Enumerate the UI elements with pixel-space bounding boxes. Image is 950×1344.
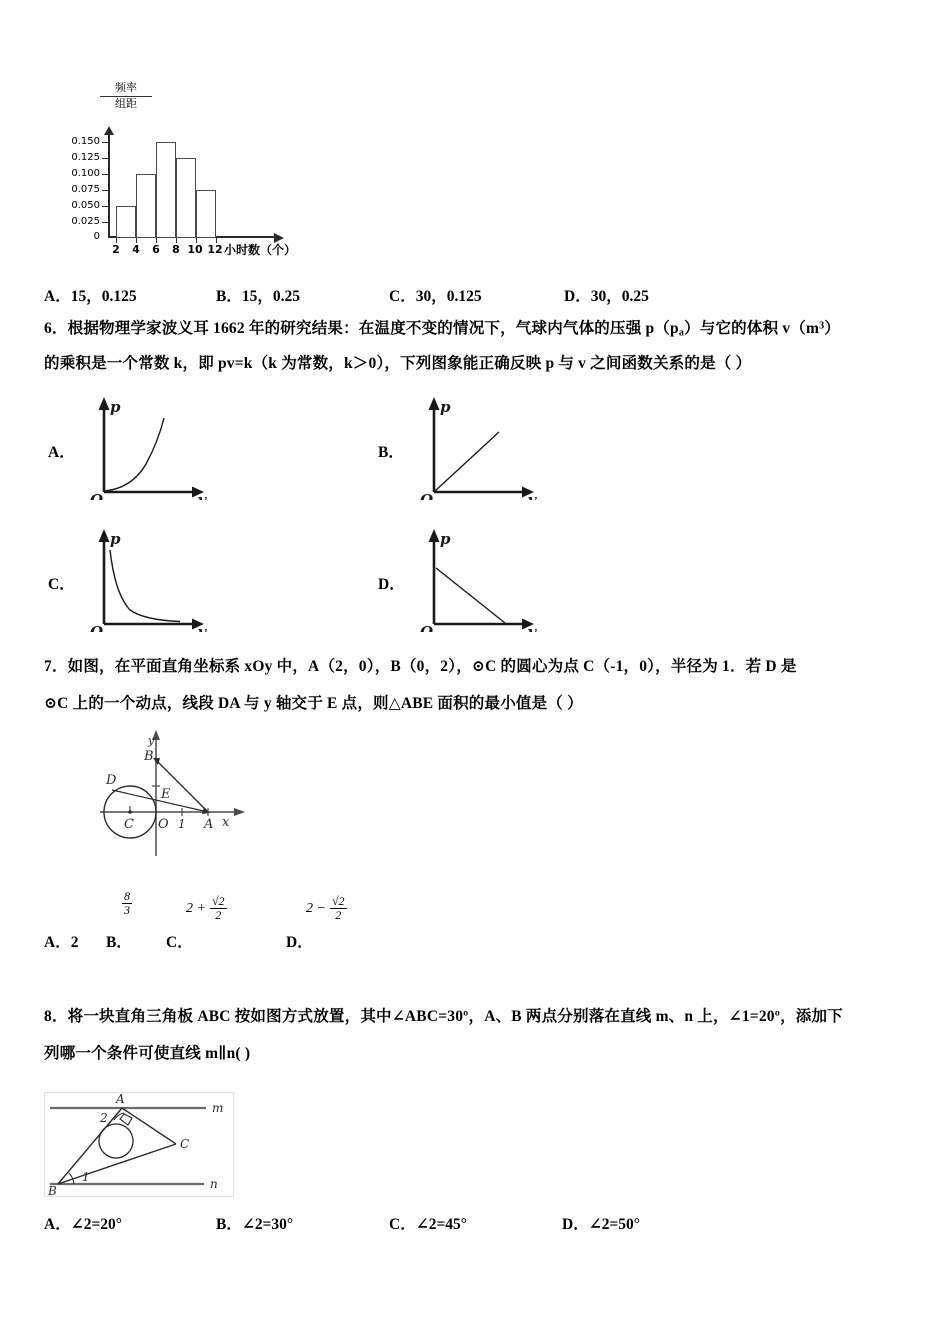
q7-option-b-letter[interactable]: B． xyxy=(106,934,132,951)
q7-option-c-expression xyxy=(186,895,227,921)
svg-text:m: m xyxy=(212,1101,224,1115)
triangle-between-parallel-lines-diagram xyxy=(44,1092,234,1197)
q6-option-d-letter[interactable]: D． xyxy=(378,576,405,593)
q6-option-c-letter[interactable]: C． xyxy=(48,576,75,593)
svg-text:A: A xyxy=(204,817,214,832)
y-tick-label: 0.150 xyxy=(71,136,100,147)
histogram-bar xyxy=(176,158,196,238)
q8-option-b[interactable] xyxy=(216,1212,293,1234)
q6-option-b-letter[interactable]: B． xyxy=(378,444,404,461)
q7-option-c-denominator: 2 xyxy=(215,907,222,922)
q5-option-c[interactable] xyxy=(389,284,482,306)
histogram-bar xyxy=(116,206,136,238)
q6-subscript-a: a xyxy=(678,327,685,339)
q7-option-d-denominator: 2 xyxy=(335,907,342,922)
q7-option-a-letter: A． xyxy=(44,934,71,951)
svg-text:O: O xyxy=(420,491,434,500)
y-tick-label: 0.075 xyxy=(71,184,100,195)
q7-option-a-value: 2 xyxy=(70,934,79,951)
circle-coordinate-diagram xyxy=(100,728,250,858)
q7-option-c-numerator: √2 xyxy=(211,894,225,908)
q6-option-b-graph[interactable] xyxy=(412,392,542,500)
y-tick-mark xyxy=(102,174,108,176)
svg-text:O: O xyxy=(90,491,104,500)
y-tick-label: 0.100 xyxy=(71,168,100,179)
q8-option-a[interactable] xyxy=(44,1212,122,1234)
q7-option-b-denominator: 3 xyxy=(124,902,130,917)
y-tick-label: 0.050 xyxy=(71,200,100,211)
svg-text:y: y xyxy=(148,734,155,747)
q5-option-a[interactable] xyxy=(44,284,137,306)
q8-triangle-figure xyxy=(44,1092,234,1197)
q6-line-1-post: ） xyxy=(824,320,841,337)
y-axis-denominator-label: 组距 xyxy=(115,96,137,110)
svg-text:B: B xyxy=(144,749,154,764)
svg-text:p: p xyxy=(440,398,451,416)
q7-option-c-fraction xyxy=(210,895,227,921)
svg-text:O: O xyxy=(90,623,104,632)
q6-line-1 xyxy=(44,320,840,339)
q7-option-c-lead: 2 + xyxy=(186,900,206,916)
q8-option-d-letter: D． xyxy=(562,1216,589,1233)
histogram-x-axis-title: 小时数（个） xyxy=(224,243,297,257)
q7-option-d-expression xyxy=(306,895,347,921)
svg-text:O: O xyxy=(420,623,434,632)
y-tick-mark xyxy=(102,158,108,160)
y-axis-numerator-label: 频率 xyxy=(100,82,152,97)
q5-option-b-letter: B． xyxy=(216,288,242,305)
y-tick-mark xyxy=(102,222,108,224)
q6-superscript-3: 3 xyxy=(819,320,825,332)
y-tick-mark xyxy=(102,190,108,192)
q8-option-b-text: ∠2=30° xyxy=(241,1216,294,1233)
svg-text:v: v xyxy=(198,623,207,632)
q7-expression-row xyxy=(44,890,464,924)
graph-hyperbola-decreasing xyxy=(82,524,212,632)
q7-option-b-numerator: 8 xyxy=(124,889,130,903)
svg-text:v: v xyxy=(198,491,207,500)
q6-option-c-graph[interactable] xyxy=(82,524,212,632)
q7-option-b-fraction xyxy=(122,890,132,916)
svg-text:C: C xyxy=(124,817,134,832)
y-tick-label: 0.025 xyxy=(71,216,100,227)
svg-text:E: E xyxy=(161,787,171,802)
q6-option-a-graph[interactable] xyxy=(82,392,212,500)
histogram-y-axis-title xyxy=(100,82,152,110)
q6-line-1-pre: 6．根据物理学家波义耳 1662 年的研究结果：在温度不变的情况下，气球内气体的压强 p（p xyxy=(44,320,679,337)
q5-option-d-text: 30，0.25 xyxy=(590,288,649,305)
svg-text:p: p xyxy=(110,530,121,548)
histogram-bar xyxy=(156,142,176,238)
histogram-bar xyxy=(136,174,156,238)
x-tick-label: 4 xyxy=(132,243,140,256)
q7-option-d-lead: 2 − xyxy=(306,900,326,916)
x-tick-label: 12 xyxy=(207,243,223,256)
q5-option-b-text: 15，0.25 xyxy=(241,288,300,305)
y-origin-label: 0 xyxy=(93,231,100,242)
q7-coordinate-figure xyxy=(100,728,240,853)
svg-text:B: B xyxy=(48,1184,57,1197)
svg-text:A: A xyxy=(116,1092,125,1106)
svg-text:C: C xyxy=(180,1137,190,1151)
x-tick-label: 8 xyxy=(172,243,180,256)
q6-option-d-graph[interactable] xyxy=(412,524,542,632)
svg-text:1: 1 xyxy=(178,817,186,831)
q5-option-c-letter: C． xyxy=(389,288,416,305)
q8-line-2: 列哪一个条件可使直线 m∥n( ) xyxy=(44,1045,251,1062)
svg-text:p: p xyxy=(440,530,451,548)
graph-exponential-increasing xyxy=(82,392,212,500)
graph-linear-increasing xyxy=(412,392,542,500)
q8-option-c[interactable] xyxy=(389,1212,467,1234)
q5-option-a-text: 15，0.125 xyxy=(70,288,137,305)
x-tick-label: 6 xyxy=(152,243,160,256)
q7-option-d-letter[interactable]: D． xyxy=(286,934,313,951)
q8-option-c-text: ∠2=45° xyxy=(415,1216,467,1233)
q8-option-d[interactable] xyxy=(562,1212,640,1234)
y-tick-mark xyxy=(102,142,108,144)
q7-option-a[interactable] xyxy=(44,930,78,952)
svg-text:D: D xyxy=(106,773,117,788)
histogram-y-axis xyxy=(108,134,110,238)
q7-line-1: 7．如图，在平面直角坐标系 xOy 中，A（2，0），B（0，2），⊙C 的圆心为点 C（‐1，0），半径为 1．若 D 是 xyxy=(44,658,797,675)
q8-option-d-text: ∠2=50° xyxy=(588,1216,640,1233)
x-tick-label: 2 xyxy=(112,243,120,256)
svg-text:p: p xyxy=(110,398,121,416)
q5-option-c-text: 30，0.125 xyxy=(415,288,482,305)
svg-text:O: O xyxy=(158,817,169,832)
svg-text:v: v xyxy=(528,491,537,500)
q7-option-d-fraction xyxy=(330,895,347,921)
q5-option-d[interactable] xyxy=(564,284,649,306)
q8-line-1: 8．将一块直角三角板 ABC 按如图方式放置，其中∠ABC=30º，A、B 两点分别落在直线 m、n 上，∠1=20º，添加下 xyxy=(44,1008,843,1025)
y-axis-arrow-icon xyxy=(104,126,114,135)
q6-line-1-mid: ）与它的体积 v（m xyxy=(684,320,820,337)
y-tick-label: 0.125 xyxy=(71,152,100,163)
q8-option-b-letter: B． xyxy=(216,1216,242,1233)
x-tick-label: 10 xyxy=(187,243,203,256)
q7-line-2: ⊙C 上的一个动点，线段 DA 与 y 轴交于 E 点，则△ABE 面积的最小值是（ ） xyxy=(44,695,583,712)
q6-option-a-letter[interactable]: A． xyxy=(48,444,75,461)
histogram-bar xyxy=(196,190,216,238)
svg-text:v: v xyxy=(528,623,537,632)
q7-option-c-letter[interactable]: C． xyxy=(166,934,193,951)
q8-option-a-letter: A． xyxy=(44,1216,71,1233)
q8-option-a-text: ∠2=20° xyxy=(70,1216,122,1233)
q6-line-2: 的乘积是一个常数 k，即 pv=k（k 为常数，k＞0），下列图象能正确反映 p 与 v 之间函数关系的是（ ） xyxy=(44,355,752,372)
q7-option-d-numerator: √2 xyxy=(331,894,345,908)
svg-text:n: n xyxy=(210,1177,218,1191)
histogram-plot-area xyxy=(48,128,348,258)
q8-option-c-letter: C． xyxy=(389,1216,416,1233)
svg-text:1: 1 xyxy=(82,1170,90,1184)
q5-option-b[interactable] xyxy=(216,284,300,306)
graph-linear-decreasing xyxy=(412,524,542,632)
q5-option-a-letter: A． xyxy=(44,288,71,305)
svg-text:2: 2 xyxy=(100,1111,108,1125)
frequency-histogram-figure xyxy=(48,82,348,267)
y-tick-mark xyxy=(102,206,108,208)
q5-option-d-letter: D． xyxy=(564,288,591,305)
svg-text:x: x xyxy=(222,815,230,830)
